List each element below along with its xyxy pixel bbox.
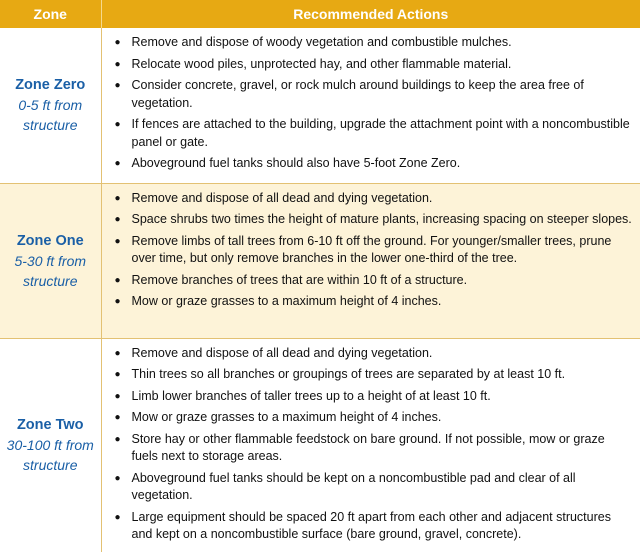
bullet-icon: ● [114,58,121,70]
actions-cell [101,28,640,183]
zone-column-header: Zone [0,0,101,28]
list-item: ● Aboveground fuel tanks should also have 5-foot Zone Zero. [102,155,633,173]
zone-name: Zone Two [16,417,84,434]
zone-two-row [0,338,640,552]
bullet-icon: ● [114,158,121,169]
list-item: ● Thin trees so all branches or groupings of trees are separated by at least 10 ft. [102,366,633,384]
list-item: ● Space shrubs two times the height of mature plants, increasing spacing on steeper slopes. [102,211,633,229]
zone-cell [0,28,101,183]
list-item: ● Remove limbs of tall trees from 6-10 ft off the ground. For younger/smaller trees, prune over time, but only remove branches in the lower one-third of the tree. [114,233,612,265]
bullet-icon: ● [114,412,121,423]
bullet-icon: ● [114,80,121,91]
list-item: ● Store hay or other flammable feedstock on bare ground. If not possible, mow or graze fuels next to storage areas. [114,431,605,463]
list-item: ● Mow or graze grasses to a maximum height of 4 inches. [102,293,633,311]
list-item: ● Mow or graze grasses to a maximum height of 4 inches. [102,409,633,427]
zone-range: 5-30 ft from structure [14,252,87,289]
bullet-icon: ● [114,369,121,380]
zone-cell [0,338,101,552]
list-item: ● Relocate wood piles, unprotected hay, and other flammable material. [102,56,633,74]
table-header-row [0,0,640,28]
action-list [102,34,633,173]
actions-cell [101,183,640,338]
zone-range: 0-5 ft from structure [18,97,83,134]
zone-name: Zone Zero [15,77,86,94]
actions-cell [101,338,640,552]
bullet-icon: ● [114,296,121,307]
bullet-icon: ● [114,390,121,402]
bullet-icon: ● [114,235,121,247]
bullet-icon: ● [114,214,121,225]
action-list [102,190,633,311]
zone-name: Zone One [16,232,84,249]
list-item: ● If fences are attached to the building, upgrade the attachment point with a noncombustible panel or gate. [114,117,630,149]
list-item: ● Remove and dispose of woody vegetation and combustible mulches. [102,34,633,52]
bullet-icon: ● [114,511,121,523]
zone-one-row [0,183,640,338]
list-item: ● Limb lower branches of taller trees up to a height of at least 10 ft. [102,388,633,406]
bullet-icon: ● [114,192,121,204]
bullet-icon: ● [114,472,121,484]
bullet-icon: ● [114,37,121,48]
actions-column-header: Recommended Actions [101,0,640,28]
list-item: ● Remove and dispose of all dead and dying vegetation. [102,345,633,363]
zone-zero-row [0,28,640,183]
list-item: ● Consider concrete, gravel, or rock mulch around buildings to keep the area free of vegetation. [114,78,584,110]
bullet-icon: ● [114,347,121,359]
bullet-icon: ● [114,274,121,286]
list-item: ● Remove branches of trees that are within 10 ft of a structure. [102,272,633,290]
bullet-icon: ● [114,119,121,130]
list-item: ● Remove and dispose of all dead and dying vegetation. [102,190,633,208]
zone-cell [0,183,101,338]
action-list [102,345,633,544]
list-item: ● Large equipment should be spaced 20 ft apart from each other and adjacent structures and kept on a noncombustible surface (bare ground, gravel, concrete). [114,509,611,541]
zone-range: 30-100 ft from structure [6,437,94,474]
bullet-icon: ● [114,433,121,445]
list-item: ● Aboveground fuel tanks should be kept on a noncombustible pad and clear of all vegetation. [114,470,576,502]
